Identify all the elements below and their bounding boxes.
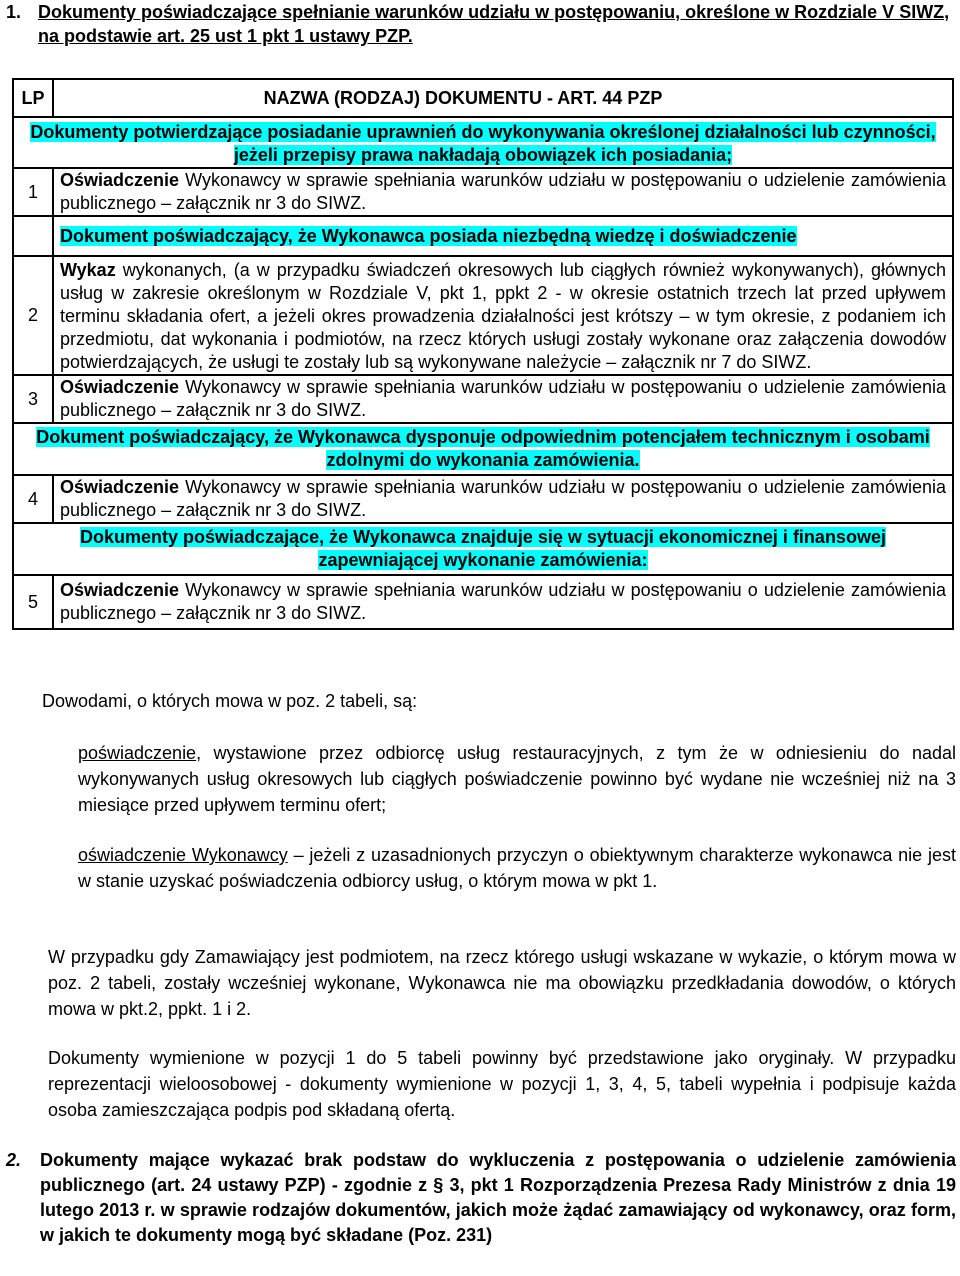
group-cell-3 xyxy=(13,523,953,575)
subgroup-heading-1: Dokument poświadczający, że Wykonawca posiada niezbędną wiedzę i doświadczenie xyxy=(60,225,797,246)
group-heading-2: Dokument poświadczający, że Wykonawca dysponuje odpowiednim potencjałem technicznym i osobami zdolnymi do wykonania zamówienia. xyxy=(36,427,930,470)
evidence-intro: Dowodami, o których mowa w poz. 2 tabeli, są: xyxy=(42,691,418,711)
row-1-lead: Oświadczenie xyxy=(60,170,180,190)
header-document-name: NAZWA (RODZAJ) DOKUMENTU - ART. 44 PZP xyxy=(53,79,953,117)
evidence-1-text: , wystawione przez odbiorcę usług restauracyjnych, z tym że w odniesieniu do nadal wykonywanych usług okresowych lub ciągłych poświadczenie powinno być wydane nie wcześniej niż na 3 miesiące przed upływem terminu ofert; xyxy=(78,743,956,815)
table-row-2 xyxy=(13,256,953,375)
evidence-item-2 xyxy=(78,842,956,894)
evidence-2-text: – jeżeli z uzasadnionych przyczyn o obiektywnym charakterze wykonawca nie jest w stanie uzyskać poświadczenia odbiorcy usług, o którym mowa w pkt 1. xyxy=(78,845,956,891)
row-5-description xyxy=(53,575,953,629)
section-1-title: Dokumenty poświadczające spełnianie warunków udziału w postępowaniu, określone w Rozdziale V SIWZ, na podstawie art. 25 ust 1 pkt 1 ustawy PZP. xyxy=(38,2,950,46)
group-row-2 xyxy=(13,423,953,475)
header-lp: LP xyxy=(13,79,53,117)
documents-table xyxy=(12,78,954,630)
row-4-lp: 4 xyxy=(13,475,53,523)
section-2-heading xyxy=(6,1148,956,1248)
row-5-lp: 5 xyxy=(13,575,53,629)
section-1-heading xyxy=(6,0,956,48)
table-row-5 xyxy=(13,575,953,629)
group-row-1 xyxy=(13,117,953,168)
section-2-title: Dokumenty mające wykazać brak podstaw do wykluczenia z postępowania o udzielenie zamówienia publicznego (art. 24 ustawy PZP) - zgodnie z § 3, pkt 1 Rozporządzenia Prezesa Rady Ministrów z dnia 19 lutego 2013 r. w sprawie rodzajów dokumentów, jakich może żądać zamawiający od wykonawcy, oraz form, w jakich te dokumenty mogą być składane (Poz. 231) xyxy=(40,1150,956,1245)
row-3-lead: Oświadczenie xyxy=(60,377,180,397)
row-1-text: Wykonawcy w sprawie spełniania warunków udziału w postępowaniu o udzielenie zamówienia publicznego – załącznik nr 3 do SIWZ. xyxy=(60,170,946,213)
group-row-3 xyxy=(13,523,953,575)
evidence-1-term: poświadczenie xyxy=(78,743,197,763)
evidence-2-term: oświadczenie Wykonawcy xyxy=(78,845,288,865)
paragraph-zamawiajacy: W przypadku gdy Zamawiający jest podmiotem, na rzecz którego usługi wskazane w wykazie, o którym mowa w poz. 2 tabeli, zostały wcześniej wykonane, Wykonawca nie ma obowiązku przedkładania dowodów, o których mowa w pkt.2, ppkt. 1 i 2. xyxy=(48,947,956,1019)
group-cell-1 xyxy=(13,117,953,168)
row-3-text: Wykonawcy w sprawie spełniania warunków udziału w postępowaniu o udzielenie zamówienia publicznego – załącznik nr 3 do SIWZ. xyxy=(60,377,946,420)
subgroup-1-lp xyxy=(13,216,53,256)
row-4-text: Wykonawcy w sprawie spełniania warunków udziału w postępowaniu o udzielenie zamówienia publicznego – załącznik nr 3 do SIWZ. xyxy=(60,477,946,520)
row-5-text: Wykonawcy w sprawie spełniania warunków udziału w postępowaniu o udzielenie zamówienia publicznego – załącznik nr 3 do SIWZ. xyxy=(60,580,946,623)
table-row-1 xyxy=(13,168,953,216)
row-4-lead: Oświadczenie xyxy=(60,477,180,497)
evidence-item-1 xyxy=(78,740,956,818)
paragraph-oryginaly: Dokumenty wymienione w pozycji 1 do 5 tabeli powinny być przedstawione jako oryginały. W przypadku reprezentacji wieloosobowej - dokumenty wymienione w pozycji 1, 3, 4, 5, tabeli wypełnia i podpisuje każda osoba zamieszczająca podpis pod składaną ofertą. xyxy=(48,1048,956,1120)
row-3-lp: 3 xyxy=(13,375,53,423)
table-header-row xyxy=(13,79,953,117)
group-heading-1: Dokumenty potwierdzające posiadanie uprawnień do wykonywania określonej działalności lub czynności, jeżeli przepisy prawa nakładają obowiązek ich posiadania; xyxy=(30,122,936,165)
row-4-description xyxy=(53,475,953,523)
row-5-lead: Oświadczenie xyxy=(60,580,180,600)
row-1-lp: 1 xyxy=(13,168,53,216)
subgroup-cell-1 xyxy=(53,216,953,256)
section-1-number: 1. xyxy=(6,2,22,22)
row-2-text: wykonanych, (a w przypadku świadczeń okresowych lub ciągłych również wykonywanych), głównych usług w zakresie określonym w Rozdziale V, pkt 1, ppkt 2 - w okresie ostatnich trzech lat przed upływem terminu składania ofert, a jeżeli okres prowadzenia działalności jest krótszy – w tym okresie, z podaniem ich przedmiotu, dat wykonania i podmiotów, na rzecz których usługi zostały wykonane oraz załączenia dowodów potwierdzających, że usługi te zostały lub są wykonywane należycie – załącznik nr 7 do SIWZ. xyxy=(60,260,946,372)
row-1-description xyxy=(53,168,953,216)
row-2-lead: Wykaz xyxy=(60,260,116,280)
table-row-3 xyxy=(13,375,953,423)
row-2-lp: 2 xyxy=(13,256,53,375)
row-3-description xyxy=(53,375,953,423)
group-cell-2 xyxy=(13,423,953,475)
subgroup-row-1 xyxy=(13,216,953,256)
table-row-4 xyxy=(13,475,953,523)
group-heading-3: Dokumenty poświadczające, że Wykonawca znajduje się w sytuacji ekonomicznej i finansowej zapewniającej wykonanie zamówienia: xyxy=(80,527,886,570)
section-2-number: 2. xyxy=(6,1150,22,1170)
row-2-description xyxy=(53,256,953,375)
